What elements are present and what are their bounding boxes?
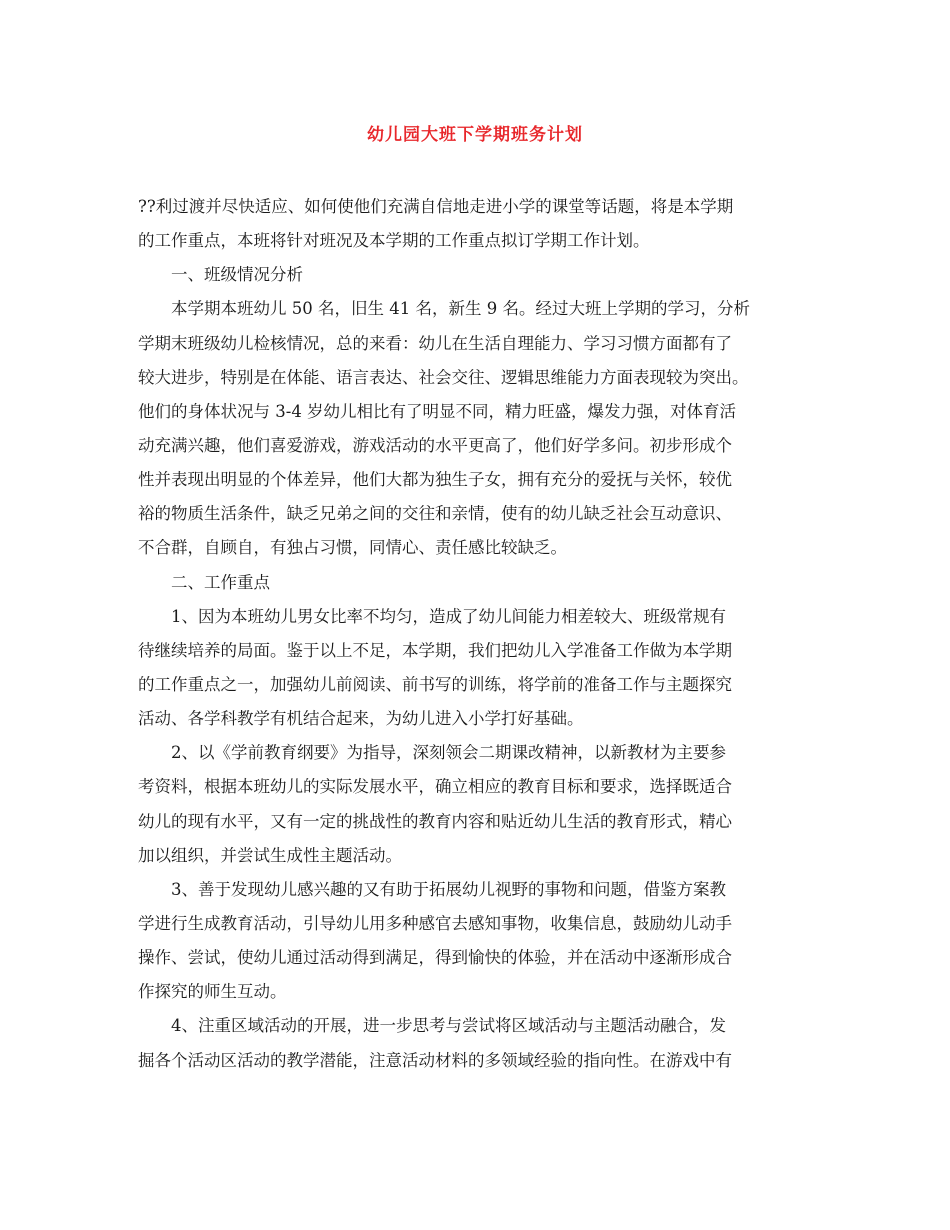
text-line: 掘各个活动区活动的教学潜能，注意活动材料的多领域经验的指向性。在游戏中有 — [138, 1050, 732, 1070]
text-line: 操作、尝试，使幼儿通过活动得到满足，得到愉快的体验，并在活动中逐渐形成合 — [138, 948, 732, 968]
text-line: 不合群，自顾自，有独占习惯，同情心、责任感比较缺乏。 — [138, 538, 567, 558]
text-line: 他们的身体状况与 3-4 岁幼儿相比有了明显不同，精力旺盛，爆发力强，对体育活 — [138, 401, 737, 421]
text-line: 学进行生成教育活动，引导幼儿用多种感官去感知事物，收集信息，鼓励幼儿动手 — [138, 913, 732, 933]
document-body — [138, 190, 824, 1078]
text-line: 动充满兴趣，他们喜爱游戏，游戏活动的水平更高了，他们好学多问。初步形成个 — [138, 435, 732, 455]
text-line: 的工作重点，本班将针对班况及本学期的工作重点拟订学期工作计划。 — [138, 231, 650, 251]
paragraph-start: 本学期本班幼儿 50 名，旧生 41 名，新生 9 名。经过大班上学期的学习，分析 — [171, 299, 750, 319]
text-line: 作探究的师生互动。 — [138, 982, 287, 1002]
paragraph-start: 3、善于发现幼儿感兴趣的又有助于拓展幼儿视野的事物和问题，借鉴方案教 — [171, 879, 726, 899]
text-line: 较大进步，特别是在体能、语言表达、社会交往、逻辑思维能力方面表现较为突出。 — [138, 367, 749, 387]
text-line: 性并表现出明显的个体差异，他们大都为独生子女，拥有充分的爱抚与关怀，较优 — [138, 470, 732, 490]
text-line: 活动、各学科教学有机结合起来，为幼儿进入小学打好基础。 — [138, 709, 584, 729]
text-line: 的工作重点之一，加强幼儿前阅读、前书写的训练，将学前的准备工作与主题探究 — [138, 674, 732, 694]
text-line: 加以组织，并尝试生成性主题活动。 — [138, 845, 402, 865]
text-line: 幼儿的现有水平，又有一定的挑战性的教育内容和贴近幼儿生活的教育形式，精心 — [138, 811, 732, 831]
text-line: 学期末班级幼儿检核情况，总的来看：幼儿在生活自理能力、学习习惯方面都有了 — [138, 333, 732, 353]
text-line: 待继续培养的局面。鉴于以上不足，本学期，我们把幼儿入学准备工作做为本学期 — [138, 640, 732, 660]
paragraph-start: 4、注重区域活动的开展，进一步思考与尝试将区域活动与主题活动融合，发 — [171, 1016, 726, 1036]
text-line: ??利过渡并尽快适应、如何使他们充满自信地走进小学的课堂等话题，将是本学期 — [138, 197, 734, 216]
text-line: 裕的物质生活条件，缺乏兄弟之间的交往和亲情，使有的幼儿缺乏社会互动意识、 — [138, 504, 732, 524]
section-heading-class-analysis: 一、班级情况分析 — [171, 265, 303, 285]
section-heading-work-focus: 二、工作重点 — [171, 572, 270, 592]
paragraph-start: 1、因为本班幼儿男女比率不均匀，造成了幼儿间能力相差较大、班级常规有 — [171, 606, 726, 626]
text-line: 考资料，根据本班幼儿的实际发展水平，确立相应的教育目标和要求，选择既适合 — [138, 777, 732, 797]
paragraph-start: 2、以《学前教育纲要》为指导，深刻领会二期课改精神，以新教材为主要参 — [171, 743, 726, 763]
document-title: 幼儿园大班下学期班务计划 — [367, 125, 583, 145]
